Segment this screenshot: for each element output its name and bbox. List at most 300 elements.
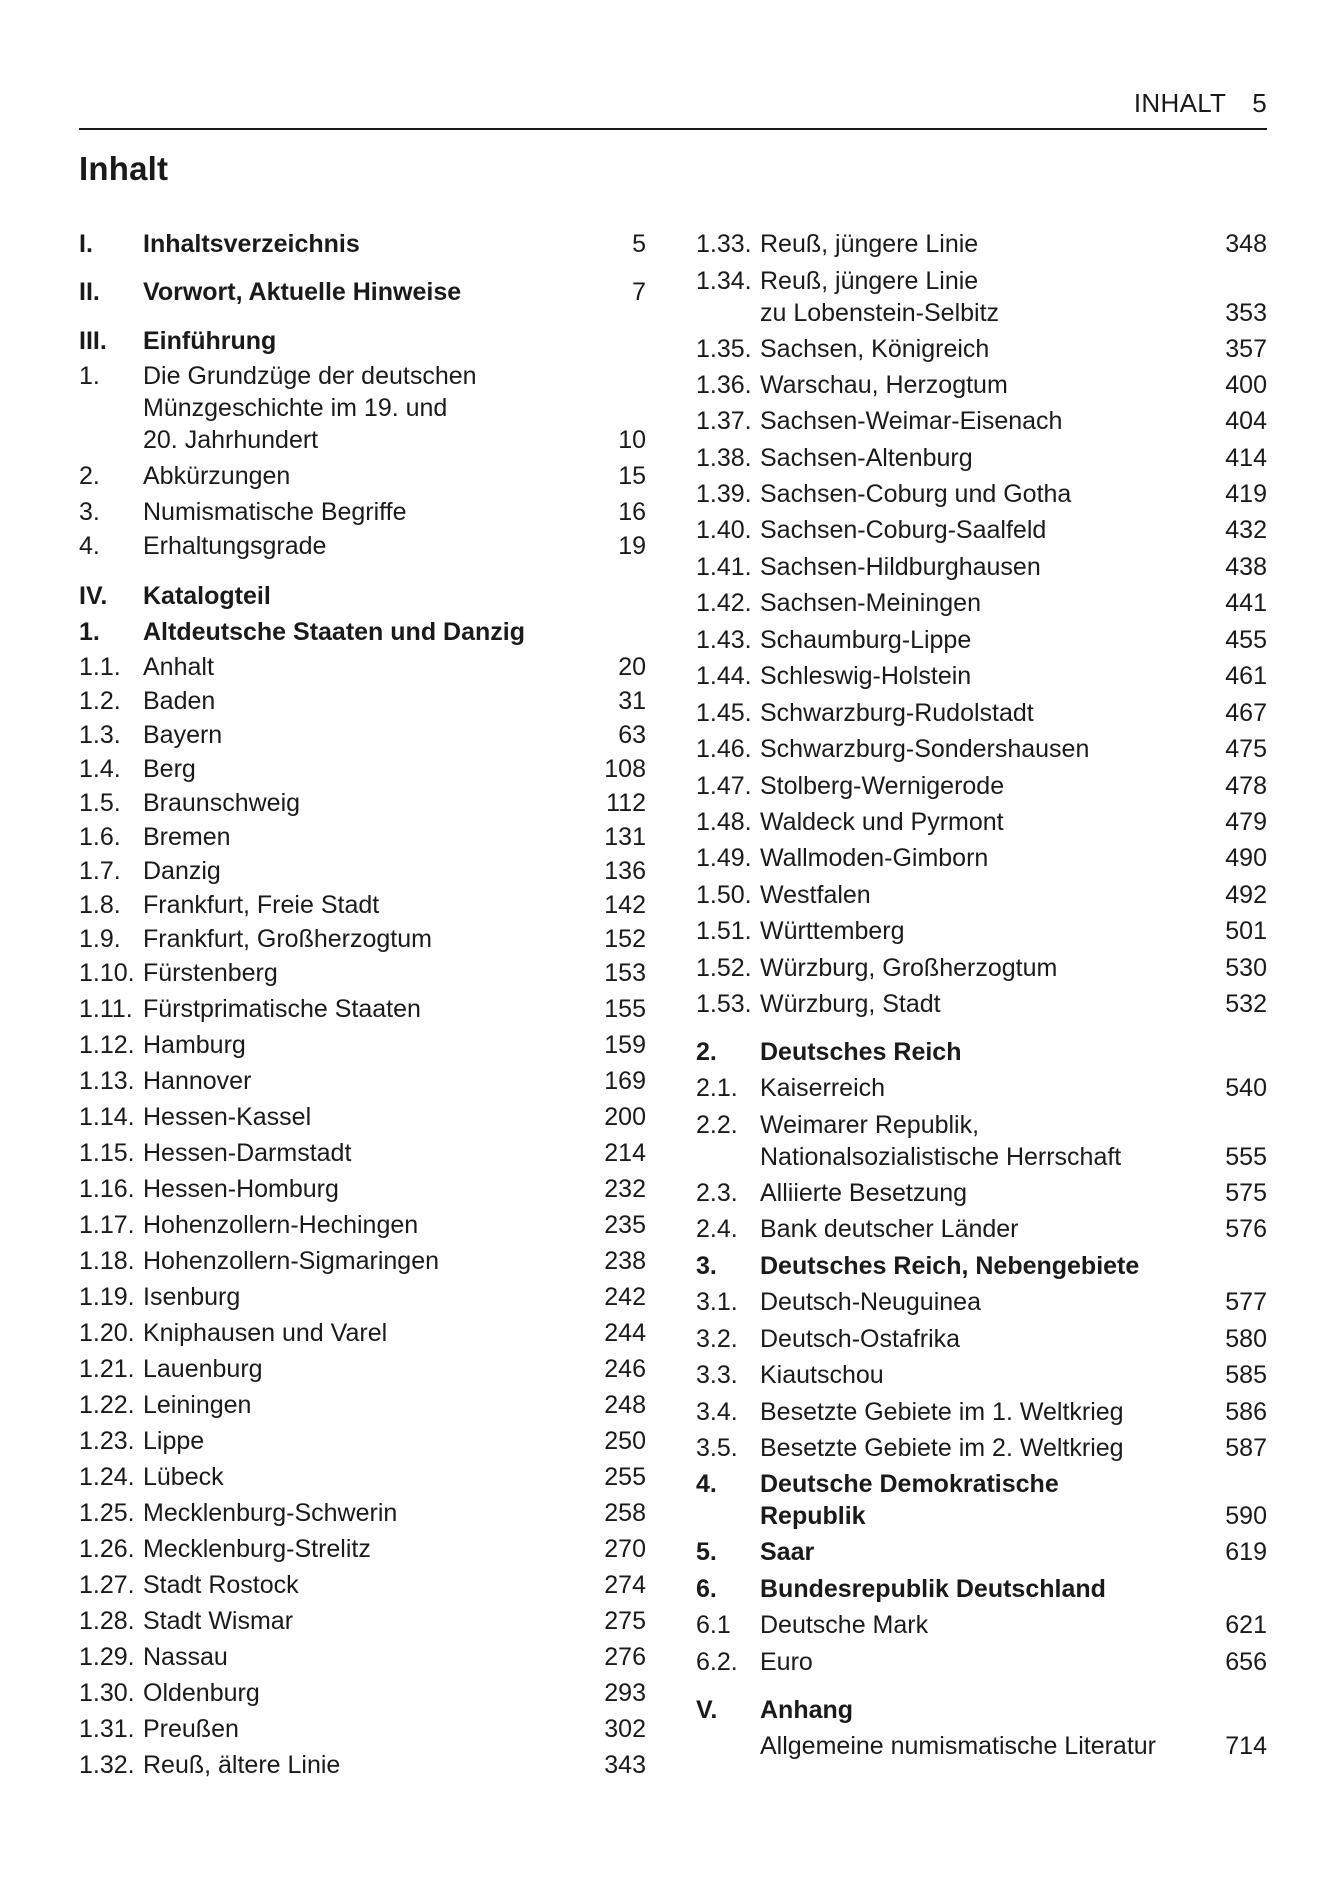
toc-entry — [696, 1323, 1267, 1355]
toc-entry-title-line: Würzburg, Stadt — [760, 990, 941, 1018]
toc-entry-title — [143, 1605, 293, 1637]
toc-entry — [79, 1245, 646, 1277]
toc-entry-number: 1.14. — [79, 1103, 135, 1131]
toc-entry-number: IV. — [79, 582, 108, 610]
toc-entry — [79, 957, 646, 989]
toc-entry — [696, 1609, 1267, 1641]
toc-entry — [696, 1109, 1267, 1173]
toc-entry-page: 235 — [604, 1211, 646, 1239]
toc-entry-title — [143, 496, 407, 528]
toc-entry-title — [143, 957, 278, 989]
toc-entry — [696, 1213, 1267, 1245]
toc-entry — [79, 923, 646, 955]
toc-entry-number: 1.46. — [696, 735, 752, 763]
toc-entry-title-line: Bank deutscher Länder — [760, 1215, 1019, 1243]
toc-entry-number: 1.3. — [79, 721, 121, 749]
toc-entry-page: 490 — [1225, 844, 1267, 872]
toc-entry-page: 275 — [604, 1607, 646, 1635]
toc-entry-title-line: Sachsen-Altenburg — [760, 444, 973, 472]
toc-entry-page: 419 — [1225, 480, 1267, 508]
toc-entry-title — [143, 460, 290, 492]
toc-entry — [79, 855, 646, 887]
toc-entry — [696, 1072, 1267, 1104]
header-section-label: INHALT — [1133, 88, 1227, 118]
toc-entry-title — [143, 1569, 299, 1601]
page-title: Inhalt — [79, 150, 169, 187]
toc-entry — [79, 719, 646, 751]
toc-entry-page: 479 — [1225, 808, 1267, 836]
toc-entry-page: 5 — [632, 230, 646, 258]
toc-entry — [696, 842, 1267, 874]
toc-entry — [79, 1065, 646, 1097]
toc-entry — [79, 325, 646, 357]
toc-entry-number: 1.6. — [79, 823, 121, 851]
toc-entry-title — [143, 1281, 240, 1313]
toc-entry-page: 159 — [604, 1031, 646, 1059]
toc-entry-number: 1.33. — [696, 230, 752, 258]
toc-entry-page: 353 — [1225, 299, 1267, 327]
toc-entry-page: 238 — [604, 1247, 646, 1275]
header-page-number: 5 — [1252, 88, 1267, 118]
toc-entry — [696, 697, 1267, 729]
toc-entry-number: 1.13. — [79, 1067, 135, 1095]
toc-entry-title-line: Oldenburg — [143, 1679, 260, 1707]
toc-entry-title — [760, 265, 999, 329]
toc-entry-number: 6.1 — [696, 1611, 731, 1639]
toc-entry-number: 1.27. — [79, 1571, 135, 1599]
toc-entry — [79, 228, 646, 260]
toc-entry-number: 2. — [79, 462, 100, 490]
toc-entry-title — [143, 1713, 239, 1745]
toc-entry-number: 1.40. — [696, 516, 752, 544]
toc-entry-page: 112 — [606, 789, 646, 817]
toc-entry-title-line: Baden — [143, 687, 216, 715]
toc-entry-page: 532 — [1225, 990, 1267, 1018]
toc-entry — [696, 478, 1267, 510]
toc-entry — [79, 460, 646, 492]
toc-entry — [696, 1177, 1267, 1209]
toc-entry-title-line: Mecklenburg-Strelitz — [143, 1535, 371, 1563]
toc-entry-number: 1.51. — [696, 917, 752, 945]
toc-entry-title — [760, 1730, 1156, 1762]
toc-entry-title — [760, 1286, 981, 1318]
toc-entry-number: 1. — [79, 618, 100, 646]
toc-entry-title — [143, 1461, 224, 1493]
toc-entry-title — [760, 915, 904, 947]
toc-entry-number: 1.29. — [79, 1643, 135, 1671]
toc-entry-title — [143, 1029, 246, 1061]
toc-entry — [79, 1317, 646, 1349]
toc-entry-title-line: Besetzte Gebiete im 1. Weltkrieg — [760, 1398, 1124, 1426]
toc-entry-title-line: Lauenburg — [143, 1355, 263, 1383]
toc-entry-number: 2.2. — [696, 1111, 738, 1139]
toc-entry-number: 1.31. — [79, 1715, 135, 1743]
toc-entry-title-line: 20. Jahrhundert — [143, 426, 319, 454]
toc-entry — [79, 993, 646, 1025]
toc-entry-number: 1.8. — [79, 891, 121, 919]
toc-entry-number: 4. — [696, 1470, 717, 1498]
toc-entry-title-line: Hamburg — [143, 1031, 246, 1059]
toc-entry-title-line: Schleswig-Holstein — [760, 662, 972, 690]
toc-entry-number: 1.9. — [79, 925, 121, 953]
toc-entry-title — [143, 855, 221, 887]
toc-entry-title-line: Isenburg — [143, 1283, 241, 1311]
toc-entry-title-line: Berg — [143, 755, 196, 783]
toc-entry-page: 10 — [618, 426, 646, 454]
toc-entry-page: 587 — [1225, 1434, 1267, 1462]
toc-entry-title-line: Bayern — [143, 721, 223, 749]
toc-entry — [79, 496, 646, 528]
toc-entry — [79, 1749, 646, 1781]
toc-entry-title-line: Deutsche Demokratische — [760, 1470, 1059, 1498]
toc-entry-number: 1.43. — [696, 626, 752, 654]
toc-entry — [696, 1359, 1267, 1391]
toc-entry-title-line: Hohenzollern-Hechingen — [143, 1211, 419, 1239]
toc-entry-title — [760, 1536, 814, 1568]
toc-entry-title-line: Die Grundzüge der deutschen — [143, 362, 477, 390]
toc-entry-title — [143, 889, 379, 921]
toc-entry-page: 576 — [1225, 1215, 1267, 1243]
running-header — [79, 88, 1267, 119]
toc-entry-number: 1. — [79, 362, 100, 390]
toc-entry-title — [760, 1694, 853, 1726]
toc-entry-page: 432 — [1225, 516, 1267, 544]
toc-entry — [696, 265, 1267, 329]
toc-entry — [696, 587, 1267, 619]
toc-entry — [79, 753, 646, 785]
toc-entry — [79, 1029, 646, 1061]
toc-entry-number: 6. — [696, 1575, 717, 1603]
toc-entry-page: 343 — [604, 1751, 646, 1779]
toc-entry-title-line: Kiautschou — [760, 1361, 884, 1389]
toc-entry-title — [760, 551, 1041, 583]
toc-entry-title-line: Sachsen-Hildburghausen — [760, 553, 1041, 581]
toc-entry-title-line: zu Lobenstein-Selbitz — [760, 299, 1000, 327]
toc-entry-page: 142 — [604, 891, 646, 919]
toc-entry-title — [760, 842, 988, 874]
toc-entry-title-line: Alliierte Besetzung — [760, 1179, 968, 1207]
toc-entry — [79, 1389, 646, 1421]
toc-entry-page: 20 — [618, 653, 646, 681]
toc-entry-title-line: Reuß, jüngere Linie — [760, 267, 979, 295]
toc-entry-title — [143, 651, 214, 683]
toc-entry-title — [760, 333, 989, 365]
toc-entry-title — [760, 660, 971, 692]
toc-entry-title-line: Allgemeine numismatische Literatur — [760, 1732, 1157, 1760]
toc-entry-title-line: Frankfurt, Freie Stadt — [143, 891, 380, 919]
toc-entry-number: 1.48. — [696, 808, 752, 836]
toc-entry-title-line: Hessen-Homburg — [143, 1175, 339, 1203]
toc-entry — [696, 624, 1267, 656]
toc-entry-page: 475 — [1225, 735, 1267, 763]
toc-entry-title-line: Republik — [760, 1502, 866, 1530]
toc-entry-title-line: Westfalen — [760, 881, 871, 909]
toc-entry-title — [143, 1101, 311, 1133]
toc-entry-page: 714 — [1225, 1732, 1267, 1760]
toc-entry-title-line: Schwarzburg-Rudolstadt — [760, 699, 1034, 727]
toc-entry-title-line: Hessen-Kassel — [143, 1103, 312, 1131]
toc-entry-title-line: Numismatische Begriffe — [143, 498, 407, 526]
toc-entry — [696, 879, 1267, 911]
toc-entry-title-line: Nassau — [143, 1643, 228, 1671]
toc-entry-number: 6.2. — [696, 1648, 738, 1676]
toc-entry-title — [760, 1573, 1106, 1605]
toc-entry-page: 293 — [604, 1679, 646, 1707]
toc-entry-title — [760, 1036, 961, 1068]
toc-entry-number: 1.19. — [79, 1283, 135, 1311]
toc-entry-title — [143, 1533, 371, 1565]
toc-entry-title-line: Warschau, Herzogtum — [760, 371, 1008, 399]
toc-entry — [79, 1677, 646, 1709]
toc-entry-number: 1.4. — [79, 755, 121, 783]
toc-entry-title — [760, 806, 1004, 838]
toc-entry-page: 492 — [1225, 881, 1267, 909]
toc-entry-title-line: Sachsen-Coburg-Saalfeld — [760, 516, 1047, 544]
toc-entry-number: 1.41. — [696, 553, 752, 581]
toc-entry — [696, 1573, 1267, 1605]
toc-entry-title-line: Abkürzungen — [143, 462, 291, 490]
toc-entry-title — [760, 228, 978, 260]
toc-entry-number: 1.53. — [696, 990, 752, 1018]
toc-entry — [79, 1641, 646, 1673]
toc-entry-title-line: Hessen-Darmstadt — [143, 1139, 352, 1167]
toc-entry-page: 438 — [1225, 553, 1267, 581]
toc-entry-title — [143, 276, 461, 308]
toc-entry-title-line: Kniphausen und Varel — [143, 1319, 388, 1347]
toc-entry-page: 131 — [604, 823, 646, 851]
toc-entry-page: 242 — [604, 1283, 646, 1311]
toc-entry-title — [143, 325, 276, 357]
toc-entry-title — [143, 787, 300, 819]
toc-entry — [696, 915, 1267, 947]
toc-entry — [79, 530, 646, 562]
toc-entry-page: 7 — [632, 278, 646, 306]
toc-entry-page: 270 — [604, 1535, 646, 1563]
toc-entry — [79, 1569, 646, 1601]
toc-entry-title — [143, 1245, 439, 1277]
toc-entry-title — [143, 1173, 339, 1205]
toc-entry-page: 136 — [604, 857, 646, 885]
toc-entry — [696, 1646, 1267, 1678]
toc-entry-title — [760, 1250, 1139, 1282]
toc-entry-title-line: Euro — [760, 1648, 813, 1676]
toc-entry — [696, 442, 1267, 474]
toc-entry-page: 575 — [1225, 1179, 1267, 1207]
toc-entry-number: 1.28. — [79, 1607, 135, 1635]
toc-entry-number: 1.45. — [696, 699, 752, 727]
toc-entry-number: 3.2. — [696, 1325, 738, 1353]
toc-entry-number: 1.30. — [79, 1679, 135, 1707]
toc-entry-number: 1.50. — [696, 881, 752, 909]
toc-entry — [696, 1694, 1267, 1726]
toc-entry — [696, 1432, 1267, 1464]
toc-entry-title-line: Deutsch-Neuguinea — [760, 1288, 981, 1316]
toc-entry-number: 1.52. — [696, 954, 752, 982]
toc-entry-number: 1.11. — [79, 995, 133, 1023]
toc-entry-page: 152 — [604, 925, 646, 953]
toc-entry-number: 1.23. — [79, 1427, 135, 1455]
toc-entry-title — [760, 442, 973, 474]
toc-entry-title — [760, 1396, 1124, 1428]
toc-entry — [696, 806, 1267, 838]
toc-entry-title-line: Lübeck — [143, 1463, 224, 1491]
toc-entry-title-line: Stadt Rostock — [143, 1571, 299, 1599]
toc-entry-title — [143, 1497, 397, 1529]
toc-entry — [79, 787, 646, 819]
toc-entry-title — [143, 1137, 351, 1169]
toc-entry-number: 1.36. — [696, 371, 752, 399]
toc-entry-title-line: Preußen — [143, 1715, 239, 1743]
toc-entry-title — [760, 478, 1071, 510]
toc-entry-page: 357 — [1225, 335, 1267, 363]
toc-entry-title — [143, 360, 477, 456]
toc-entry-title — [760, 733, 1089, 765]
toc-entry — [79, 1497, 646, 1529]
toc-entry-title — [760, 770, 1004, 802]
toc-entry-title-line: Katalogteil — [143, 582, 271, 610]
toc-entry-title — [760, 405, 1062, 437]
toc-entry-page: 169 — [604, 1067, 646, 1095]
toc-entry-page: 467 — [1225, 699, 1267, 727]
toc-entry-number: V. — [696, 1696, 718, 1724]
toc-entry-title-line: Hohenzollern-Sigmaringen — [143, 1247, 439, 1275]
toc-entry — [696, 952, 1267, 984]
toc-entry-page: 155 — [604, 995, 646, 1023]
toc-entry-title — [760, 1072, 885, 1104]
toc-entry-page: 153 — [604, 959, 646, 987]
toc-entry-number: 3.4. — [696, 1398, 738, 1426]
toc-entry-title — [760, 1177, 967, 1209]
toc-entry-title-line: Fürstenberg — [143, 959, 278, 987]
toc-entry-title-line: Bremen — [143, 823, 231, 851]
toc-entry-number: 1.24. — [79, 1463, 135, 1491]
toc-entry-number: I. — [79, 230, 93, 258]
toc-entry-page: 461 — [1225, 662, 1267, 690]
toc-entry-title — [143, 616, 525, 648]
header-rule — [79, 128, 1267, 130]
toc-entry — [79, 889, 646, 921]
toc-entry — [79, 360, 646, 456]
toc-entry-page: 530 — [1225, 954, 1267, 982]
toc-entry-page: 441 — [1225, 589, 1267, 617]
toc-entry-page: 232 — [604, 1175, 646, 1203]
toc-entry-number: 2.3. — [696, 1179, 738, 1207]
toc-entry-page: 348 — [1225, 230, 1267, 258]
toc-entry-title-line: Erhaltungsgrade — [143, 532, 327, 560]
toc-entry-page: 258 — [604, 1499, 646, 1527]
toc-entry — [696, 405, 1267, 437]
toc-entry — [79, 651, 646, 683]
toc-entry — [696, 333, 1267, 365]
toc-entry-title-line: Sachsen, Königreich — [760, 335, 990, 363]
toc-entry-page: 414 — [1225, 444, 1267, 472]
toc-entry-number: 1.2. — [79, 687, 121, 715]
toc-entry-title-line: Sachsen-Coburg und Gotha — [760, 480, 1072, 508]
toc-entry-title-line: Anhalt — [143, 653, 214, 681]
toc-entry-title — [143, 753, 196, 785]
toc-entry-title — [143, 1065, 251, 1097]
toc-entry-number: 2.4. — [696, 1215, 738, 1243]
toc-entry-title — [760, 1646, 813, 1678]
toc-entry — [696, 988, 1267, 1020]
toc-entry — [696, 1396, 1267, 1428]
toc-entry-title-line: Saar — [760, 1538, 815, 1566]
toc-entry-title-line: Bundesrepublik Deutschland — [760, 1575, 1106, 1603]
toc-entry-title — [760, 1609, 928, 1641]
toc-entry-page: 656 — [1225, 1648, 1267, 1676]
toc-entry-number: 3. — [79, 498, 100, 526]
toc-entry-page: 246 — [604, 1355, 646, 1383]
toc-entry — [696, 1536, 1267, 1568]
toc-entry-page: 590 — [1225, 1502, 1267, 1530]
toc-entry-title-line: Waldeck und Pyrmont — [760, 808, 1004, 836]
toc-entry — [79, 616, 646, 648]
toc-entry-number: 1.44. — [696, 662, 752, 690]
toc-entry-page: 200 — [604, 1103, 646, 1131]
toc-entry-title — [760, 1468, 1059, 1532]
toc-entry-number: 1.16. — [79, 1175, 135, 1203]
toc-entry — [696, 1250, 1267, 1282]
toc-entry-title-line: Deutsche Mark — [760, 1611, 929, 1639]
toc-entry-page: 621 — [1225, 1611, 1267, 1639]
toc-entry-title — [760, 697, 1034, 729]
toc-entry-number: 1.21. — [79, 1355, 135, 1383]
toc-entry-title — [143, 530, 326, 562]
toc-entry-number: 1.18. — [79, 1247, 135, 1275]
toc-entry-title — [760, 1109, 1121, 1173]
toc-entry-title — [143, 228, 360, 260]
toc-entry-number: 1.37. — [696, 407, 752, 435]
toc-entry-title — [143, 1209, 418, 1241]
toc-entry — [79, 1353, 646, 1385]
toc-entry-page: 274 — [604, 1571, 646, 1599]
toc-entry-title — [760, 952, 1057, 984]
toc-entry — [696, 1286, 1267, 1318]
toc-entry-title-line: Vorwort, Aktuelle Hinweise — [143, 278, 462, 306]
toc-entry-title-line: Stolberg-Wernigerode — [760, 772, 1005, 800]
toc-entry-number: 1.34. — [696, 267, 752, 295]
toc-entry-page: 63 — [618, 721, 646, 749]
toc-entry-number: 1.10. — [79, 959, 135, 987]
toc-entry-title — [143, 1353, 263, 1385]
toc-entry-number: 1.47. — [696, 772, 752, 800]
toc-entry-number: III. — [79, 327, 107, 355]
toc-entry-title-line: Stadt Wismar — [143, 1607, 294, 1635]
toc-entry-title — [760, 1359, 884, 1391]
toc-entry-title — [760, 514, 1046, 546]
toc-entry — [79, 1425, 646, 1457]
toc-entry-page: 555 — [1225, 1143, 1267, 1171]
toc-entry-page: 455 — [1225, 626, 1267, 654]
toc-entry-title — [760, 1213, 1019, 1245]
toc-entry-number: 2. — [696, 1038, 717, 1066]
toc-entry-title-line: Einführung — [143, 327, 277, 355]
toc-entry-page: 580 — [1225, 1325, 1267, 1353]
toc-entry — [79, 1173, 646, 1205]
toc-entry-page: 255 — [604, 1463, 646, 1491]
toc-entry-title — [143, 1317, 387, 1349]
toc-entry-title — [143, 1677, 260, 1709]
toc-entry-title-line: Münzgeschichte im 19. und — [143, 394, 448, 422]
toc-entry-page: 619 — [1225, 1538, 1267, 1566]
toc-entry — [79, 1101, 646, 1133]
toc-entry-title — [760, 879, 871, 911]
toc-entry — [696, 551, 1267, 583]
toc-entry-title-line: Mecklenburg-Schwerin — [143, 1499, 398, 1527]
toc-entry-title-line: Lippe — [143, 1427, 205, 1455]
toc-entry-title-line: Danzig — [143, 857, 221, 885]
toc-entry-title-line: Fürstprimatische Staaten — [143, 995, 421, 1023]
